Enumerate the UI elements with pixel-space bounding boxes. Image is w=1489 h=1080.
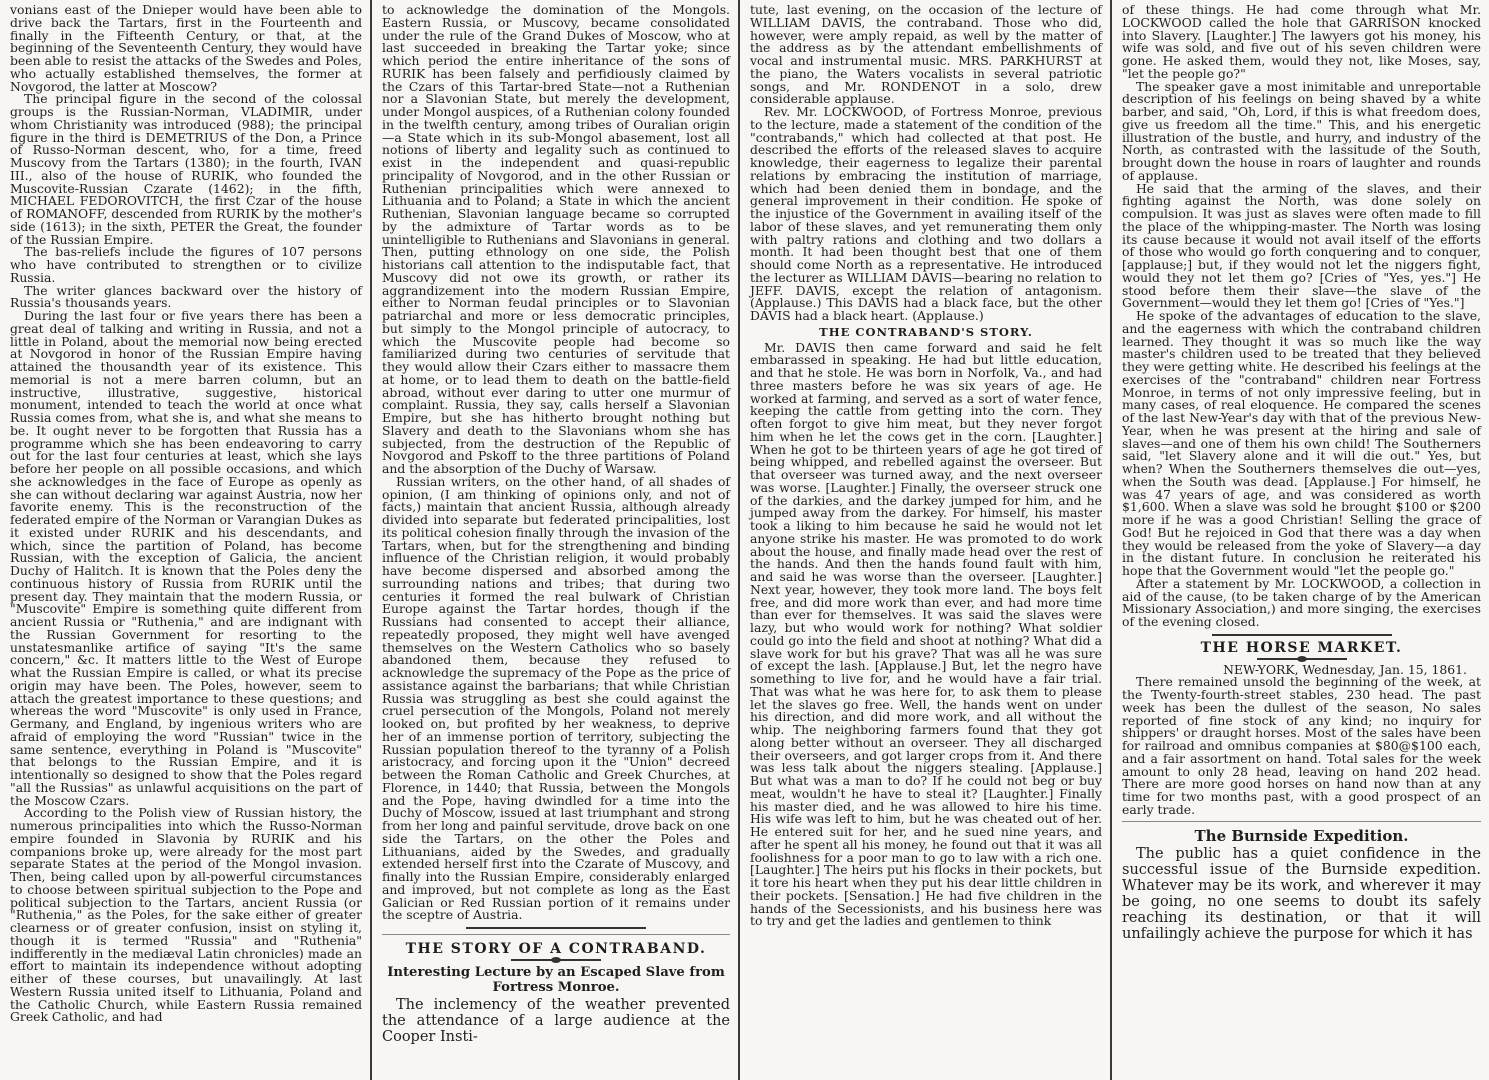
paragraph: He spoke of the advantages of education to the slave, and the eagerness with which the contraband children learned. They thought it was so much like the way master's children used to be treated that they believed they were getting white. He described his feelings at the exercises of the "contraband" children near Fortress Monroe, in terms of not only impressive feeling, but in many cases, of real eloquence. He compared the scenes of the last New-Year's day with that of the previous New-Year, when he was present at the hiring and sale of slaves—and one of them his own child! The Southerners said, "let Slavery alone and it will die out." Yes, but when? When the Southerners themselves die out—yes, when the South was dead. [Applause.] For himself, he was 47 years of age, and was considered as worth $1,600. When a slave was sold he brought $100 or $200 more if he was a good Christian! Selling the grace of God! But he rejoiced in God that there was a day when they would be released from the yoke of Slavery—a day in the distant future. In conclusion he reiterated his hope that the Government would "let the people go." (1122, 308, 1481, 578)
article-opening: The inclemency of the weather prevented the attendance of a large audience at the Cooper Insti- (382, 996, 730, 1045)
paragraph: The bas-reliefs include the figures of 107 persons who have contributed to strengthen or to civilize Russia. (10, 244, 362, 285)
column-1-russia-memorial (0, 0, 370, 1080)
paragraph: He said that the arming of the slaves, and their fighting against the North, was done solely on compulsion. It was just as slaves were often made to fill the place of the whipping-master. The North was losing its cause because it would not avail itself of the efforts of those who would go forth conquering and to conquer, [applause;] but, if they would not let the niggers fight, would they not let them go? [Cries of "Yes, yes."] He stood before them their slave—the slave of the Government—would they let them go! [Cries of "Yes."] (1122, 180, 1481, 311)
column-4-contraband-continued (1112, 0, 1489, 1080)
subsection-title: THE CONTRABAND'S STORY. (819, 324, 1033, 339)
paragraph: After a statement by Mr. LOCKWOOD, a collection in aid of the cause, (to be taken charge of by the American Missionary Association,) and more singing, the exercises of the evening closed. (1122, 575, 1481, 629)
contraband-article-header (382, 934, 730, 1045)
article-separator-rule (1212, 634, 1392, 636)
article-title: THE STORY OF A CONTRABAND. (405, 941, 707, 957)
paragraph: of these things. He had come through what Mr. LOCKWOOD called the hole that GARRISON knocked into Slavery. [Laughter.] The lawyers got his money, his wife was sold, and five out of his seven children were gone. He asked them, would they not, like Moses, say, "let the people go?" (1122, 2, 1481, 81)
paragraph: Rev. Mr. LOCKWOOD, of Fortress Monroe, previous to the lecture, made a statement of the condition of the "contrabands," which had collected at that post. He described the efforts of the released slaves to acquire knowledge, their eagerness to legalize their parental relations by embracing the institution of marriage, which had been denied them in bondage, and the general improvement in their condition. He spoke of the injustice of the Government in availing itself of the labor of these slaves, and yet remunerating them only with paltry rations and clothing and two dollars a month. It had been thought best that one of them should come North as a representative. He introduced the lecturer as WILLIAM DAVIS—bearing no relation to JEFF. DAVIS, except the relation of antagonism. (Applause.) This DAVIS had a black face, but the other DAVIS had a black heart. (Applause.) (750, 104, 1102, 323)
paragraph: The speaker gave a most inimitable and unreportable description of his feelings on being shaved by a white barber, and said, "Oh, Lord, if this is what freedom does, give us freedom all the time." This, and his energetic illustration of the bustle, and hurry, and industry of the North, as contrasted with the lassitude of the South, brought down the house in roars of laughter and rounds of applause. (1122, 78, 1481, 183)
paragraph: The writer glances backward over the history of Russia's thousands years. (10, 282, 362, 311)
ornament-divider (511, 959, 601, 961)
column-3-contraband-lecture (740, 0, 1110, 1080)
paragraph: to acknowledge the domination of the Mongols. Eastern Russia, or Muscovy, became consolidated under the rule of the Grand Dukes of Moscow, who at last succeeded in breaking the Tartar yoke; since which period the entire inheritance of the sons of RURIK has been falsely and perfidiously claimed by the Czars of this Tartar-bred State—not a Ruthenian nor a Slavonian State, but merely the development, under Mongol auspices, of a Ruthenian colony founded in the twelfth century, among tribes of Ouralian origin—a State which in its sub-Mongol abasement, lost all notions of liberty and legality such as continued to exist in the independent and quasi-republic principality of Novgorod, and in the other Russian or Ruthenian principalities which were annexed to Lithuania and to Poland; a State in which the ancient Ruthenian, Slavonian language became so corrupted by the admixture of Tartar words as to be unintelligible to Ruthenians and Slavonians in general. Then, putting ethnology on one side, the Polish historians call attention to the indisputable fact, that Muscovy did not owe its growth, or rather its aggrandizement into the modern Russian Empire, either to Norman feudal principles or to Slavonian patriarchal and more or less democratic principles, but simply to the Mongol principle of autocracy, to which the Muscovite people had become so familiarized during two centuries of servitude that they would allow their Czars either to massacre them at home, or to lead them to death on the battle-field abroad, without ever daring to utter one murmur of complaint. Russia, they say, calls herself a Slavonian Empire, but she has hitherto brought nothing but Slavery and death to the Slavonians whom she has subjected, from the destruction of the Republic of Novgorod and Pskoff to the three partitions of Poland and the absorption of the Duchy of Warsaw. (382, 2, 730, 476)
paragraph: tute, last evening, on the occasion of the lecture of WILLIAM DAVIS, the contraband. Those who did, however, were amply repaid, as well by the matter of the address as by the attendant embellishments of vocal and instrumental music. MRS. PARKHURST at the piano, the Waters vocalists in several patriotic songs, and Mr. RONDENOT in a solo, drew considerable applause. (750, 2, 1102, 107)
paragraph: The principal figure in the second of the colossal groups is the Russian-Norman, VLADIMIR, under whom Christianity was introduced (988); the principal figure in the third is DEMETRIUS of the Don, a Prince of Russo-Norman descent, who, for a time, freed Muscovy from the Tartars (1380); in the fourth, IVAN III., also of the house of RURIK, who founded the Muscovite-Russian Czarate (1462); in the fifth, MICHAEL FEDOROVITCH, the first Czar of the house of ROMANOFF, descended from RURIK by the mother's side (1613); in the sixth, PETER the Great, the founder of the Russian Empire. (10, 91, 362, 247)
dateline: NEW-YORK, Wednesday, Jan. 15, 1861. (1223, 661, 1467, 677)
paragraph: The public has a quiet confidence in the successful issue of the Burnside expedition. Whatever may be its work, and wherever it may be going, no one seems to doubt its safely reaching its destination, or that it will unfailingly achieve the purpose for which it has (1122, 846, 1481, 943)
paragraph: According to the Polish view of Russian history, the numerous principalities into which the Russo-Norman empire founded in Slavonia by RURIK and his companions broke up, were already for the most part separate States at the period of the Mongol invasion. Then, being called upon by all-powerful circumstances to choose between spiritual subjection to the Pope and political subjection to the Tartars, ancient Russia (or "Ruthenia," as the Poles, for the sake either of greater clearness or of greater confusion, insist on styling it, though it is termed "Russia" and "Ruthenia" indifferently in the mediæval Latin chronicles) made an effort to maintain its independence without adopting either of these courses, but unavailingly. At last Western Russia united itself to Lithuania, Poland and the Catholic Church, while Eastern Russia remained Greek Catholic, and had (10, 805, 362, 1025)
paragraph: Russian writers, on the other hand, of all shades of opinion, (I am thinking of opinions only, and not of facts,) maintain that ancient Russia, although already divided into separate but federated principalities, lost its political cohesion finally through the invasion of the Tartars, when, but for the strengthening and binding influence of the Christian religion, it would probably have become dispersed and absorbed among the surrounding nations and tribes; that during two centuries it formed the real bulwark of Christian Europe against the Tartar hordes, though if the Russians had consented to accept their alliance, repeatedly proposed, they might well have avenged themselves on the Western Catholics who so basely abandoned them, because they refused to acknowledge the supremacy of the Pope as the price of assistance against the barbarians; that while Christian Russia was struggling as best she could against the cruel persecution of the Mongols, Poland not merely looked on, but profited by her weakness, to deprive her of an immense portion of territory, subjecting the Russian population thereof to the tyranny of a Polish aristocracy, and forcing upon it the "Union" decreed between the Roman Catholic and Greek Churches, at Florence, in 1440; that Russia, between the Mongols and the Pope, having dwindled for a time into the Duchy of Moscow, issued at last triumphant and strong from her long and painful servitude, drove back on one side the Tartars, on the other the Poles and Lithuanians, aided by the Swedes, and gradually extended herself first into the Czarate of Muscovy, and finally into the Russian Empire, considerably enlarged and improved, but not complete as long as the East Galician or Red Russian portion of it remains under the sceptre of Austria. (382, 473, 730, 923)
column-2-russia-history (372, 0, 738, 1080)
article-separator-rule (466, 927, 646, 929)
paragraph: There remained unsold the beginning of the week, at the Twenty-fourth-street stables, 230 head. The past week has been the dullest of the season, No sales reported of fine stock of any kind; no inquiry for shippers' or draught horses. Most of the sales have been for railroad and omnibus companies at $80@$100 each, and a fair assortment on hand. Total sales for the week amount to only 28 head, leaving on hand 202 head. There are more good horses on hand now than at any time for two months past, with a good prospect of an early trade. (1122, 674, 1481, 817)
paragraph: vonians east of the Dnieper would have been able to drive back the Tartars, first in the Fourteenth and finally in the Fifteenth Century, or that, at the beginning of the Seventeenth Century, they would have been able to resist the attacks of the Swedes and Poles, who actually established themselves, the former at Novgorod, the latter at Moscow? (10, 2, 362, 94)
article-title: The Burnside Expedition. (1194, 826, 1409, 845)
paragraph: Mr. DAVIS then came forward and said he felt embarassed in speaking. He had but little education, and that he stole. He was born in Norfolk, Va., and had three masters before he was six years of age. He worked at farming, and served as a sort of water fence, keeping the cattle from getting into the corn. They often forgot to give him meat, but they never forgot him when he let the cows get in the corn. [Laughter.] When he got to be thirteen years of age he got tired of being whipped, and rebelled against the overseer. But that overseer was turned away, and the next overseer was worse. [Laughter.] Finally, the overseer struck one of the darkies, and the darkey jumped for him, and he jumped away from the darkey. For himself, his master took a liking to him because he said he would not let anyone strike his master. He was promoted to do work about the house, and finally made head over the rest of the hands. And then the hands found fault with him, and said he was worse than the overseer. [Laughter.] Next year, however, they took more land. The boys felt free, and did more work than ever, and had more time than ever for themselves. It was said the slaves were lazy, but who would work for nothing? What soldier could go into the field and shoot at nothing? What did a slave work for but his grave? That was all he was sure of except the lash. [Applause.] But, let the negro have something to live for, and he would have a fair trial. That was what he was here for, to ask them to please let the slaves go free. Well, the hands went on under his direction, and did more work, and all without the whip. The neighboring farmers found that they got along better without an overseer. They all discharged their overseers, and got larger crops from it. And there was less talk about the niggers stealing. [Applause.] But what was a man to do? If he could not beg or buy meat, wouldn't he have to steal it? [Laughter.] Finally his master died, and he was allowed to hire his time. His wife was left to him, but he was cheated out of her. He entered suit for her, and he sued nine years, and after he spent all his money, he found out that it was all foolishness for a poor man to go to law with a rich one. [Laughter.] The heirs put his flocks in their pockets, but it tore his heart when they put his dear little children in their pockets. [Sensation.] He had five children in the hands of the Secessionists, and his business here was to try and get the ladies and gentlemen to think (750, 339, 1102, 929)
article-title: THE HORSE MARKET. (1200, 639, 1403, 656)
paragraph: During the last four or five years there has been a great deal of talking and writing in Russia, and not a little in Poland, about the memorial now being erected at Novgorod in honor of the Russian Empire having attained the thousandth year of its existence. This memorial is not a mere barren column, but an instructive, illustrative, suggestive, historical monument, intended to teach the world at once what Russia comes from, what she is, and what she means to be. It ought never to be forgotten that Russia has a programme which she has been endeavoring to carry out for the last four centuries at least, which she lays before her people on all possible occasions, and which she acknowledges in the face of Europe as openly as she can without declaring war against Austria, now her favorite enemy. This is the reconstruction of the federated empire of the Norman or Varangian Dukes as it existed under RURIK and his descendants, and which, since the partition of Poland, has become Russian, with the exception of Galicia, the ancient Duchy of Halitch. It is known that the Poles deny the continuous history of Russia from RURIK until the present day. They maintain that the modern Russia, or "Muscovite" Empire is something quite different from ancient Russia or "Ruthenia," and are indignant with the Russian Government for resorting to the unstatesmanlike artifice of saying "It's the same concern," &c. It matters little to the West of Europe what the Russian Empire is called, or what its precise origin may have been. The Poles, however, seem to attach the greatest importance to these questions; and whereas the word "Muscovite" is only used in France, Germany, and England, by ingenious writers who are afraid of employing the word "Russian" twice in the same sentence, everything in Poland is "Muscovite" that belongs to the Russian Empire, and it is intentionally so designed to show that the Poles regard "all the Russias" as unlawful acquisitions on the part of the Moscow Czars. (10, 308, 362, 808)
article-subtitle: Interesting Lecture by an Escaped Slave from Fortress Monroe. (387, 964, 725, 995)
burnside-article (1122, 821, 1481, 943)
horse-market-article (1122, 639, 1481, 817)
ornament-divider (1257, 658, 1347, 660)
